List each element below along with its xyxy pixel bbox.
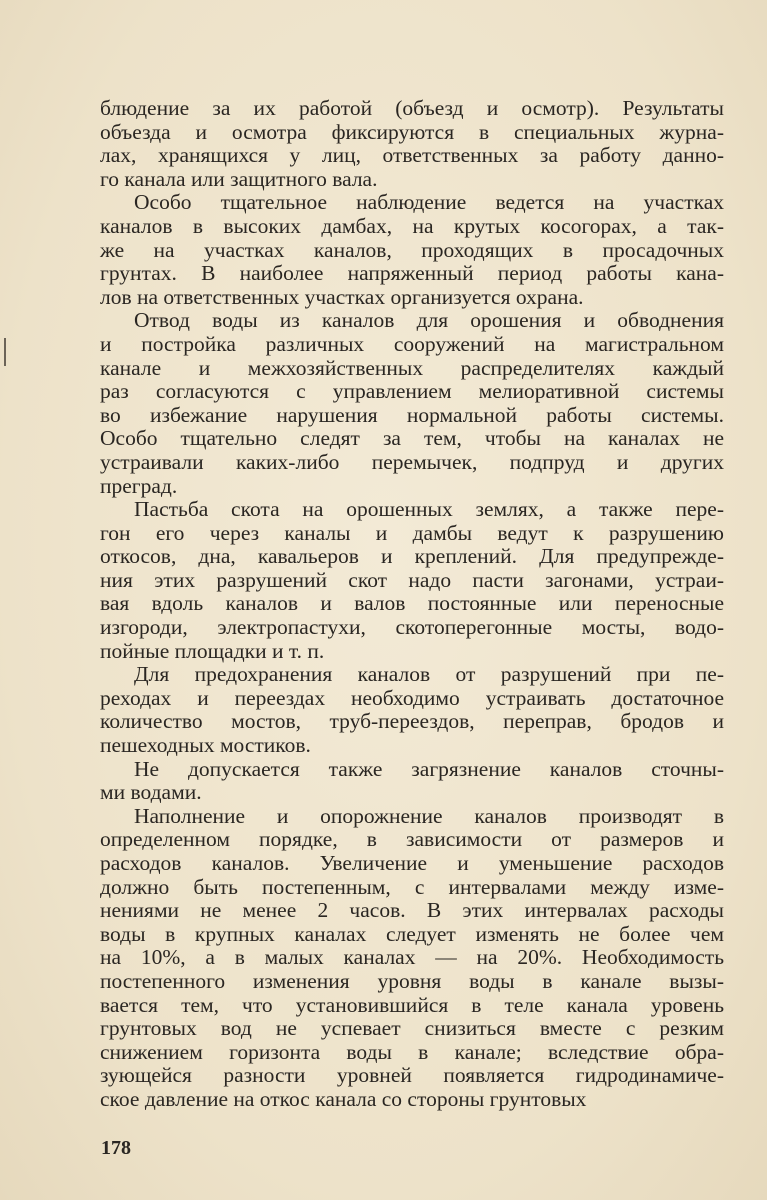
text-line: определенном порядке, в зависимости от размеров и	[100, 827, 724, 852]
text-line: зующейся разности уровней появляется гидродинамиче-	[100, 1063, 724, 1088]
paragraph	[100, 663, 724, 757]
text-line: ми водами.	[100, 780, 202, 805]
text-line: реходах и переездах необходимо устраивать достаточное	[100, 685, 724, 710]
text-line: го канала или защитного вала.	[100, 166, 378, 191]
text-line: пешеходных мостиков.	[100, 733, 311, 758]
page-number: 178	[101, 1137, 131, 1159]
text-line: количество мостов, труб-переездов, переправ, бродов и	[100, 709, 724, 734]
text-line: раз согласуются с управлением мелиоративной системы	[100, 379, 724, 404]
paragraph	[100, 758, 724, 805]
text-line: постепенного изменения уровня воды в канале вызы-	[100, 968, 724, 993]
text-line: гон его через каналы и дамбы ведут к разрушению	[100, 520, 724, 545]
body-text	[100, 97, 724, 1112]
text-line: на 10%, а в малых каналах — на 20%. Необходимость	[100, 945, 724, 970]
text-line: снижением горизонта воды в канале; вследствие обра-	[100, 1039, 724, 1064]
paragraph	[100, 498, 724, 663]
text-line: воды в крупных каналах следует изменять не более чем	[100, 921, 724, 946]
text-line: ния этих разрушений скот надо пасти загонами, устраи-	[100, 567, 724, 592]
text-line: канале и межхозяйственных распределителях каждый	[100, 355, 724, 380]
text-line: Отвод воды из каналов для орошения и обводнения	[134, 308, 724, 333]
text-line: откосов, дна, кавальеров и креплений. Для предупрежде-	[100, 544, 724, 569]
text-line: Не допускается также загрязнение каналов сточны-	[134, 756, 724, 781]
text-line: пойные площадки и т. п.	[100, 638, 325, 663]
text-line: изгороди, электропастухи, скотоперегонные мосты, водо-	[100, 615, 724, 640]
text-line: устраивали каких-либо перемычек, подпруд и других	[100, 449, 724, 474]
text-line: должно быть постепенным, с интервалами между изме-	[100, 874, 724, 899]
text-line: во избежание нарушения нормальной работы системы.	[100, 402, 724, 427]
text-line: Пастьба скота на орошенных землях, а также пере-	[134, 497, 724, 522]
text-line: Особо тщательное наблюдение ведется на участках	[134, 190, 724, 215]
paragraph	[100, 309, 724, 498]
paragraph	[100, 191, 724, 309]
text-line: нениями не менее 2 часов. В этих интервалах расходы	[100, 898, 724, 923]
paragraph	[100, 97, 724, 191]
text-line: лах, хранящихся у лиц, ответственных за работу данно-	[100, 143, 724, 168]
text-line: объезда и осмотра фиксируются в специальных журна-	[100, 119, 724, 144]
text-line: Наполнение и опорожнение каналов производят в	[134, 803, 724, 828]
text-line: ское давление на откос канала со стороны грунтовых	[100, 1086, 587, 1111]
page-edge-mark	[4, 338, 6, 366]
text-line: и постройка различных сооружений на магистральном	[100, 331, 724, 356]
text-line: лов на ответственных участках организуется охрана.	[100, 284, 584, 309]
text-line: вается тем, что установившийся в теле канала уровень	[100, 992, 724, 1017]
text-line: преград.	[100, 473, 178, 498]
text-line: каналов в высоких дамбах, на крутых косогорах, а так-	[100, 213, 724, 238]
text-line: Для предохранения каналов от разрушений при пе-	[134, 662, 724, 687]
paragraph	[100, 805, 724, 1112]
text-line: же на участках каналов, проходящих в просадочных	[100, 237, 724, 262]
text-line: грунтах. В наиболее напряженный период работы кана-	[100, 261, 724, 286]
text-line: грунтовых вод не успевает снизиться вместе с резким	[100, 1016, 724, 1041]
text-line: блюдение за их работой (объезд и осмотр). Результаты	[100, 96, 724, 120]
text-line: вая вдоль каналов и валов постоянные или переносные	[100, 591, 724, 616]
text-line: Особо тщательно следят за тем, чтобы на каналах не	[100, 426, 724, 451]
text-line: расходов каналов. Увеличение и уменьшение расходов	[100, 851, 724, 875]
